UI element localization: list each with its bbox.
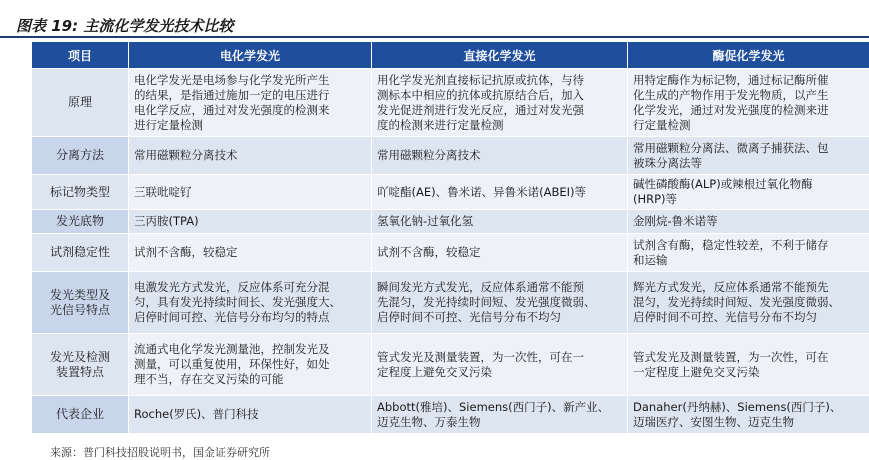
clipped-header-line [0,0,869,6]
header-direct-cl: 直接化学发光 [372,42,628,69]
row-label: 试剂稳定性 [32,234,129,272]
table-row [32,69,869,137]
comparison-table [31,41,869,434]
row-label: 原理 [32,69,129,137]
table-cell: 氢氧化钠-过氧化氢 [372,210,628,234]
table-row [32,210,869,234]
table-cell: 常用磁颗粒分离法、微离子捕获法、包 被珠分离法等 [628,137,869,175]
table-cell: 电激发光方式发光，反应体系可充分混 匀，具有发光持续时间长、发光强度大、 启停时间可控、光信号分布均匀的特点 [129,272,372,334]
table-cell: 用特定酶作为标记物，通过标记酶所催 化生成的产物作用于发光物质，以产生 化学发光，通过对发光强度的检测来进 行定量检测 [628,69,869,137]
table-cell: 试剂不含酶，较稳定 [372,234,628,272]
table-cell: 辉光方式发光，反应体系通常不能预先 混匀，发光持续时间短、发光强度微弱、 启停时间不可控、光信号分布不均匀 [628,272,869,334]
source-note: 来源：普门科技招股说明书，国金证券研究所 [50,444,270,460]
table-cell: 试剂含有酶，稳定性较差，不利于储存 和运输 [628,234,869,272]
table-cell: 三联吡啶钌 [129,175,372,210]
row-label: 标记物类型 [32,175,129,210]
row-label: 分离方法 [32,137,129,175]
table-cell: Roche(罗氏)、普门科技 [129,396,372,434]
table-row [32,234,869,272]
table-cell: 管式发光及测量装置，为一次性，可在 一定程度上避免交叉污染 [628,334,869,396]
table-cell: 流通式电化学发光测量池，控制发光及 测量，可以重复使用，环保性好，如处 理不当，存在交叉污染的可能 [129,334,372,396]
table-cell: 常用磁颗粒分离技术 [372,137,628,175]
header-ecl: 电化学发光 [129,42,372,69]
row-label: 代表企业 [32,396,129,434]
table-cell: Danaher(丹纳赫)、Siemens(西门子)、 迈瑞医疗、安图生物、迈克生物 [628,396,869,434]
table-header-row [32,42,869,69]
table-cell: 用化学发光剂直接标记抗原或抗体，与待 测标本中相应的抗体或抗原结合后，加入 发光促进剂进行发光反应，通过对发光强 度的检测来进行定量检测 [372,69,628,137]
table-cell: 吖啶酯(AE)、鲁米诺、异鲁米诺(ABEI)等 [372,175,628,210]
table-cell: 电化学发光是电场参与化学发光所产生 的结果，是指通过施加一定的电压进行 电化学反应，通过对发光强度的检测来 进行定量检测 [129,69,372,137]
table-cell: 金刚烷-鲁米诺等 [628,210,869,234]
row-label: 发光底物 [32,210,129,234]
table-row [32,175,869,210]
table-row [32,272,869,334]
row-label: 发光及检测 装置特点 [32,334,129,396]
table-row [32,396,869,434]
table-cell: 三丙胺(TPA) [129,210,372,234]
table-cell: Abbott(雅培)、Siemens(西门子)、新产业、 迈克生物、万泰生物 [372,396,628,434]
header-item: 项目 [32,42,129,69]
title-bar [0,10,869,38]
table-cell: 瞬间发光方式发光，反应体系通常不能预 先混匀，发光持续时间短、发光强度微弱、 启停时间不可控、光信号分布不均匀 [372,272,628,334]
table-row [32,334,869,396]
table-row [32,137,869,175]
header-enzyme-cl: 酶促化学发光 [628,42,869,69]
table-cell: 试剂不含酶，较稳定 [129,234,372,272]
row-label: 发光类型及 光信号特点 [32,272,129,334]
table-cell: 常用磁颗粒分离技术 [129,137,372,175]
table-cell: 碱性磷酸酶(ALP)或辣根过氧化物酶 (HRP)等 [628,175,869,210]
table-cell: 管式发光及测量装置，为一次性，可在一 定程度上避免交叉污染 [372,334,628,396]
figure-title: 图表 19: 主流化学发光技术比较 [16,15,233,36]
